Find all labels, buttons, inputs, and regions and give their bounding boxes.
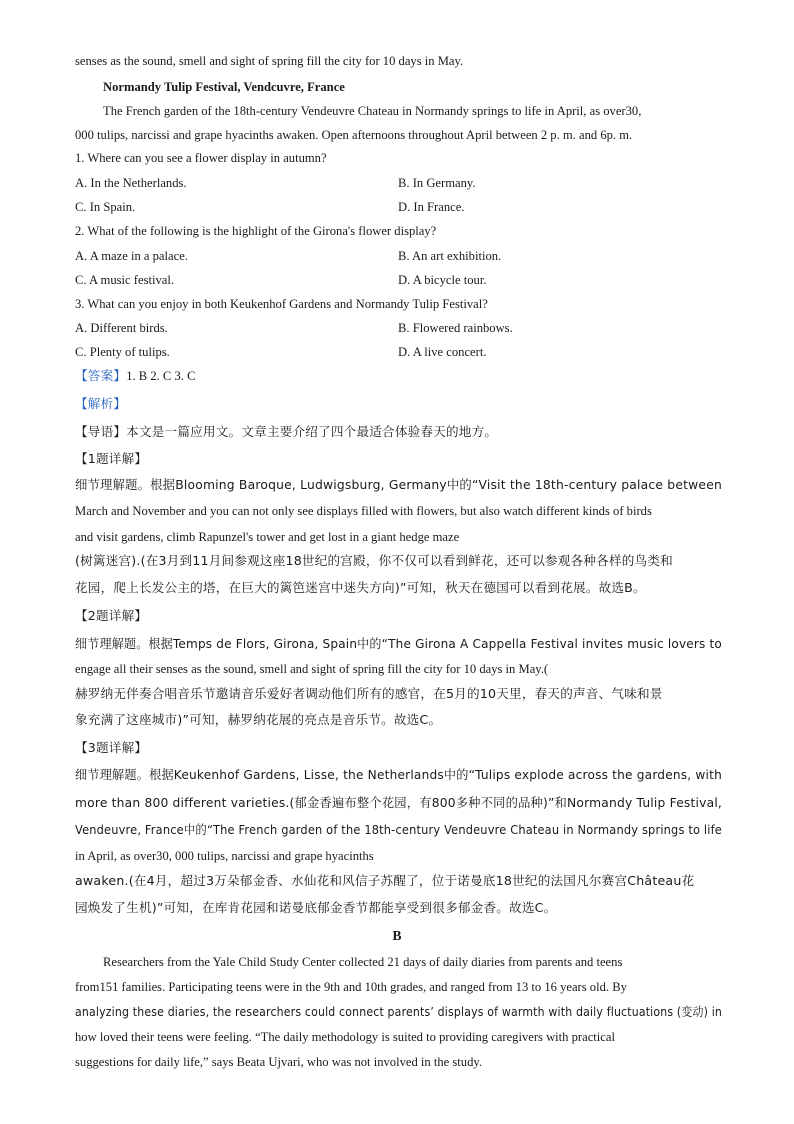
detail-line: Vendeuvre, France中的“The French garden of the 18th-century Vendeuvre Chateau in Normandy springs to life xyxy=(75,822,722,837)
passage-line: how loved their teens were feeling. “The daily methodology is suited to providing caregivers with practical xyxy=(75,1030,615,1044)
section-letter: B xyxy=(392,928,402,943)
detail-line: in April, as over30, 000 tulips, narcissi and grape hyacinths xyxy=(75,849,374,863)
option-c: C. Plenty of tulips. xyxy=(75,345,170,359)
passage-line: Researchers from the Yale Child Study Center collected 21 days of daily diaries from parents and teens xyxy=(103,955,623,969)
question-stem: 3. What can you enjoy in both Keukenhof Gardens and Normandy Tulip Festival? xyxy=(75,297,488,311)
option-d: D. A bicycle tour. xyxy=(398,273,487,287)
detail-line: awaken.(在4月，超过3万朵郁金香、水仙花和风信子苏醒了，位于诺曼底18世纪的法国凡尔赛宫Château花 xyxy=(75,873,695,888)
question-stem: 2. What of the following is the highlight of the Girona's flower display? xyxy=(75,224,437,238)
detail-tag: 【1题详解】 xyxy=(75,451,148,466)
analysis-tag: 【解析】 xyxy=(75,396,127,411)
option-a: A. A maze in a palace. xyxy=(75,249,188,263)
passage-line: from151 families. Participating teens were in the 9th and 10th grades, and ranged from 13 to 16 years old. By xyxy=(75,980,627,994)
option-c: C. A music festival. xyxy=(75,273,174,287)
question-stem: 1. Where can you see a flower display in autumn? xyxy=(75,151,327,165)
detail-tag: 【2题详解】 xyxy=(75,608,148,623)
option-d: D. A live concert. xyxy=(398,345,487,359)
answer-line xyxy=(75,368,195,384)
detail-line: 花园，爬上长发公主的塔，在巨大的篱笆迷宫中迷失方向)”可知，秋天在德国可以看到花展。故选B。 xyxy=(75,580,646,595)
section-heading: Normandy Tulip Festival, Vendcuvre, France xyxy=(103,80,345,94)
detail-line: 细节理解题。根据Keukenhof Gardens, Lisse, the Netherlands中的“Tulips explode across the gardens, with xyxy=(75,767,722,782)
detail-tag: 【3题详解】 xyxy=(75,740,148,755)
detail-line: 细节理解题。根据Temps de Flors, Girona, Spain中的“The Girona A Cappella Festival invites music lovers to xyxy=(75,636,722,651)
detail-line: (树篱迷宫).(在3月到11月间参观这座18世纪的宫殿，你不仅可以看到鲜花，还可以参观各种各样的鸟类和 xyxy=(75,553,673,568)
answer-tag: 【答案】 xyxy=(75,368,127,383)
passage-line: senses as the sound, smell and sight of spring fill the city for 10 days in May. xyxy=(75,54,464,68)
detail-line: March and November and you can not only see displays filled with flowers, but also watch different kinds of birds xyxy=(75,504,652,518)
detail-line: 园焕发了生机)”可知，在库肯花园和诺曼底郁金香节都能享受到很多郁金香。故选C。 xyxy=(75,900,557,915)
detail-line: engage all their senses as the sound, smell and sight of spring fill the city for 10 days in May.( xyxy=(75,662,549,676)
option-d: D. In France. xyxy=(398,200,465,214)
detail-line: more than 800 different varieties.(郁金香遍布整个花园，有800多种不同的品种)”和Normandy Tulip Festival, xyxy=(75,795,723,810)
detail-line: 象充满了这座城市)”可知，赫罗纳花展的亮点是音乐节。故选C。 xyxy=(75,712,442,727)
detail-line: 细节理解题。根据Blooming Baroque, Ludwigsburg, Germany中的“Visit the 18th-century palace between xyxy=(75,477,722,492)
option-c: C. In Spain. xyxy=(75,200,136,214)
passage-line: analyzing these diaries, the researchers could connect parents’ displays of warmth with daily fluctuations (变动) in xyxy=(75,1004,723,1019)
passage-line: 000 tulips, narcissi and grape hyacinths awaken. Open afternoons throughout April between 2 p. m. and 6p. m. xyxy=(75,128,633,142)
guide-text: 【导语】本文是一篇应用文。文章主要介绍了四个最适合体验春天的地方。 xyxy=(75,424,498,439)
passage-line: The French garden of the 18th-century Vendeuvre Chateau in Normandy springs to life in April, as over30, xyxy=(103,104,642,118)
detail-line: and visit gardens, climb Rapunzel's tower and get lost in a giant hedge maze xyxy=(75,530,460,544)
passage-line: suggestions for daily life,” says Beata Ujvari, who was not involved in the study. xyxy=(75,1055,483,1069)
option-a: A. Different birds. xyxy=(75,321,168,335)
option-b: B. In Germany. xyxy=(398,176,476,190)
option-b: B. Flowered rainbows. xyxy=(398,321,513,335)
option-b: B. An art exhibition. xyxy=(398,249,502,263)
detail-line: 赫罗纳无伴奏合唱音乐节邀请音乐爱好者调动他们所有的感官，在5月的10天里，春天的声音、气味和景 xyxy=(75,686,663,701)
option-a: A. In the Netherlands. xyxy=(75,176,187,190)
answer-text: 1. B 2. C 3. C xyxy=(126,369,196,383)
